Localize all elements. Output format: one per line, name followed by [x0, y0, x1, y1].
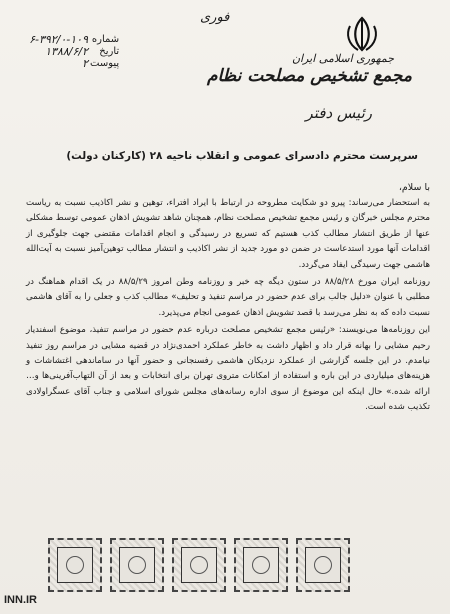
- revenue-stamp-icon: [296, 538, 350, 592]
- revenue-stamp-icon: [48, 538, 102, 592]
- office-title: رئیس دفتر: [305, 104, 372, 122]
- letter-body: [26, 196, 430, 418]
- addressee-line: سرپرست محترم دادسرای عمومی و انقلاب ناحیه ۲۸ (کارکنان دولت): [66, 150, 418, 162]
- paragraph-2: روزنامه ایران مورخ ۸۸/۵/۲۸ در ستون دیگه چه خبر و روزنامه وطن امروز ۸۸/۵/۲۹ در یک اقدام هماهنگ در مطلبی با عنوان «دلیل جالب برای عدم حضور در مراسم تنفیذ و تحلیف» مطالب کذب و جعلی را به آقای هاشمی نسبت داده که به نظر می‌رسد با قصد تشویش اذهان عمومی انجام می‌پذیرد.: [26, 277, 430, 318]
- revenue-stamp-icon: [234, 538, 288, 592]
- urgency-mark: فوری: [200, 10, 230, 25]
- attachment-label: پیوست: [90, 58, 120, 69]
- revenue-stamp-icon: [172, 538, 226, 592]
- country-name: جمهوری اسلامی ایران: [291, 52, 394, 65]
- date-label: تاریخ: [99, 46, 120, 57]
- revenue-stamp-icon: [110, 538, 164, 592]
- meta-labels: [90, 34, 119, 70]
- salutation: با سلام،: [398, 182, 430, 193]
- attachment-value: ۲: [82, 57, 88, 70]
- watermark-logo: INN.IR: [4, 594, 37, 606]
- iran-emblem-icon: [344, 14, 380, 54]
- meta-values: [10, 34, 88, 70]
- revenue-stamps: [48, 538, 388, 592]
- number-value: ۶-۳۹۲/۰-۱۰۹: [29, 33, 88, 46]
- paragraph-1: به استحضار می‌رساند: پیرو دو شکایت مطروحه در ارتباط با ایراد افتراء، توهین و نشر اکاذیب نسبت به ریاست محترم مجلس خبرگان و رئیس مجمع تشخیص مصلحت نظام، همچنان شاهد تشویش اذهان عمومی توسط مشکلی عنها از طریق انتشار مطالب کذب هستیم که تسریع در رسیدگی و انجام اقدامات مقتضی جهت جلوگیری از اقدامات آنها مورد استدعاست در ضمن دو مورد جدید از نشر اکاذیب و انتشار مطالب توهین‌آمیز نسبت به آیت‌الله هاشمی جهت رسیدگی ایفاد می‌گردد.: [26, 198, 430, 270]
- paragraph-3: این روزنامه‌ها می‌نویسند: «رئیس مجمع تشخیص مصلحت درباره عدم حضور در مراسم تنفیذ، موضوع اسفندیار رحیم مشایی را بهانه قرار داد و اظهار داشت به خاطر عملکرد احمدی‌نژاد در قضیه مشایی در مراسم روز تنفیذ نیامدم. در این جلسه گزارشی از عملکرد نزدیکان هاشمی رفسنجانی و حضور آنها در ساماندهی اغتشاشات و هزینه‌های میلیاردی در این باره و استفاده از امکانات متروی تهران برای انتخابات و بعد از آن التهاب‌آفرینی‌ها و… ارائه شده.» حال اینکه این موضوع از سوی اداره رسانه‌های مجلس شورای اسلامی و جناب آقای عسگراولادی تکذیب شده است.: [26, 325, 430, 413]
- number-label: شماره: [91, 34, 120, 45]
- date-value: ۱۳۸۸/۶/۲: [45, 45, 88, 58]
- organization-name: مجمع تشخیص مصلحت نظام: [206, 66, 412, 86]
